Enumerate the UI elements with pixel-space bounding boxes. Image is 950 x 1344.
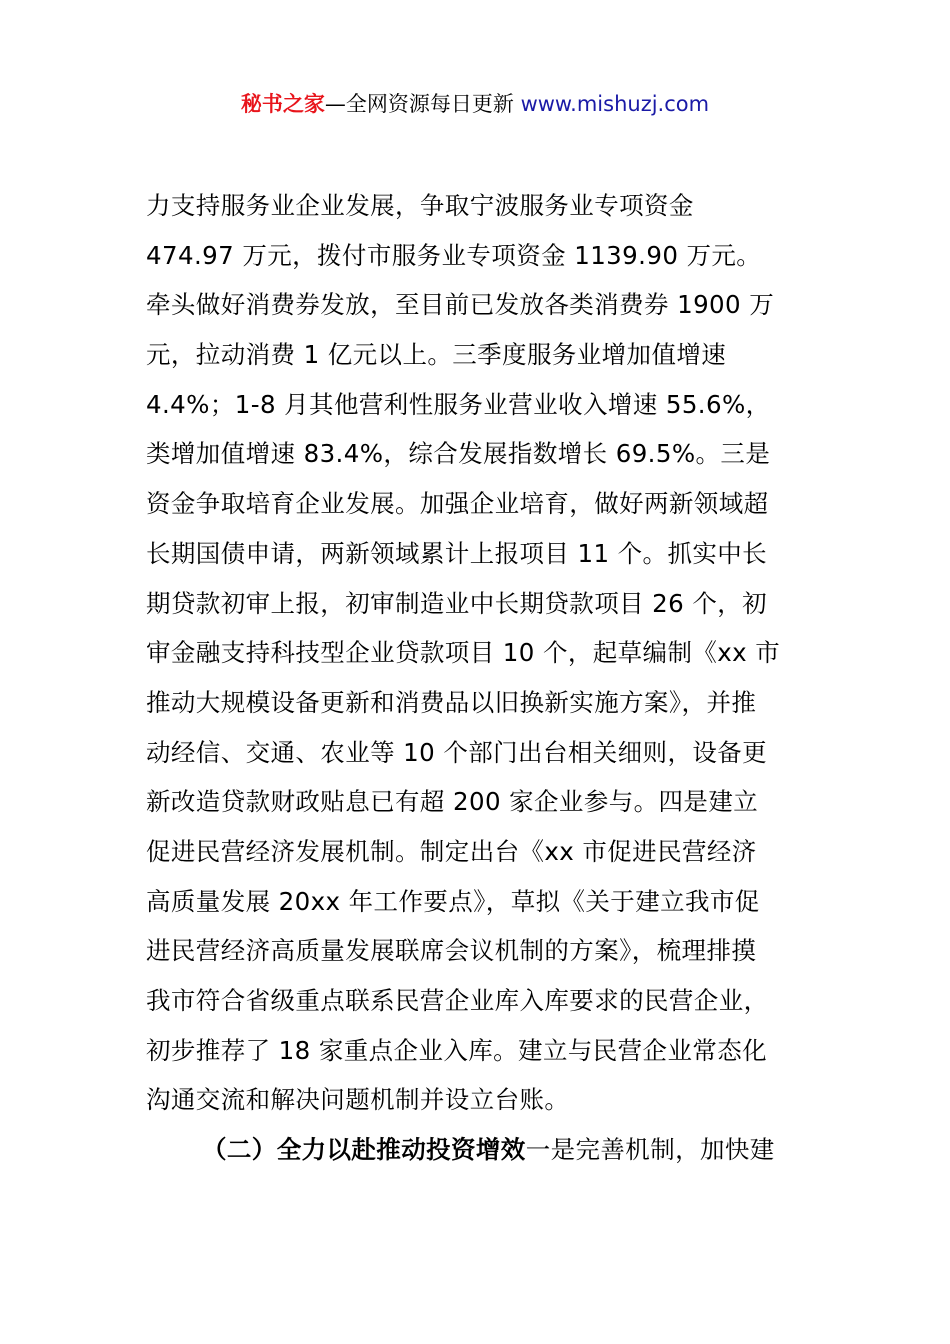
text-line: 新改造贷款财政贴息已有超 200 家企业参与。四是建立 [146,787,759,817]
site-url: www.mishuzj.com [520,92,710,116]
text-line: 类增加值增速 83.4%，综合发展指数增长 69.5%。三是 [146,439,771,469]
text-line: 长期国债申请，两新领域累计上报项目 11 个。抓实中长 [146,538,768,568]
section-line [146,1125,816,1175]
site-tagline: —全网资源每日更新 [324,92,521,116]
text-line: 474.97 万元，拨付市服务业专项资金 1139.90 万元。 [146,240,762,270]
text-line: 沟通交流和解决问题机制并设立台账。 [146,1085,570,1115]
site-brand: 秘书之家 [240,92,325,116]
text-line: 资金争取培育企业发展。加强企业培育，做好两新领域超 [146,489,769,519]
section-text: 一是完善机制，加快建 [525,1135,775,1165]
text-line: 牵头做好消费券发放，至目前已发放各类消费券 1900 万 [146,290,775,320]
text-line: 动经信、交通、农业等 10 个部门出台相关细则，设备更 [146,737,768,767]
text-line: 我市符合省级重点联系民营企业库入库要求的民营企业， [146,986,769,1015]
text-line: 进民营经济高质量发展联席会议机制的方案》，梳理排摸 [146,936,757,966]
text-line: 促进民营经济发展机制。制定出台《xx 市促进民营经济 [146,836,757,866]
text-line: 力支持服务业企业发展，争取宁波服务业专项资金 [146,191,694,220]
section-heading: （二）全力以赴推动投资增效 [202,1135,526,1165]
text-line: 期贷款初审上报，初审制造业中长期贷款项目 26 个，初 [146,588,768,618]
text-line: 4.4%；1-8 月其他营利性服务业营业收入增速 55.6%， [146,389,771,419]
text-line: 审金融支持科技型企业贷款项目 10 个，起草编制《xx 市 [146,638,781,668]
text-line: 元，拉动消费 1 亿元以上。三季度服务业增加值增速 [146,340,727,370]
document-body [146,181,816,1175]
text-line: 高质量发展 20xx 年工作要点》，草拟《关于建立我市促 [146,886,760,916]
text-line: 推动大规模设备更新和消费品以旧换新实施方案》，并推 [146,687,757,717]
text-line: 初步推荐了 18 家重点企业入库。建立与民营企业常态化 [146,1035,768,1065]
site-header [0,88,950,120]
